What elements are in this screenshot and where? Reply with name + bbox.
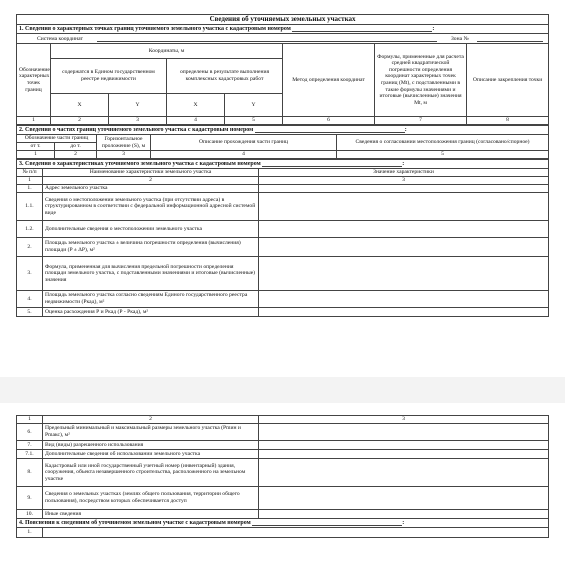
form-page-1	[16, 14, 548, 317]
section-3-title: 3. Сведения о характеристиках уточняемого земельного участка с кадастровым номером :	[17, 160, 549, 169]
col-to: до т.	[55, 143, 97, 151]
row-number: 7.1.	[17, 450, 43, 459]
col-number: 4	[167, 117, 225, 125]
col-registry: содержатся в Едином государственном реестре недвижимости	[51, 59, 167, 94]
row-value[interactable]	[259, 221, 549, 238]
section-1-title: 1. Сведения о характерных точках границ уточняемого земельного участка с кадастровым номером :	[17, 25, 549, 34]
row-number: 8.	[17, 459, 43, 487]
zone-blank[interactable]	[477, 41, 543, 42]
table-row	[17, 459, 549, 487]
col-number: 4	[151, 151, 337, 159]
row-number: 10.	[17, 510, 43, 519]
row-name: Дополнительные сведения о местоположении земельного участка	[43, 221, 259, 238]
row-number: 1.2.	[17, 221, 43, 238]
section-4-title: 4. Пояснения к сведениям об уточняемом земельном участке с кадастровым номером :	[17, 519, 549, 528]
col-value: Значение характеристики	[259, 169, 549, 177]
section-1-table	[16, 14, 549, 125]
row-name: Предельный минимальный и максимальный размеры земельного участка (Pmин и Pmакс), м²	[43, 424, 259, 441]
row-number: 1.	[17, 185, 43, 193]
row-value[interactable]	[259, 487, 549, 510]
col-formulas: Формулы, примененные для расчета средней квадратической погрешности определения координат характерных точек границ (Mt), с подставленными в такие формулы значениями и итоговые (вычисленные) значения Mt, м	[375, 44, 467, 117]
row-number: 1.1.	[17, 193, 43, 221]
coord-system-blank[interactable]	[97, 41, 437, 42]
section-2-title: 2. Сведения о частях границ уточняемого земельного участка с кадастровым номером :	[17, 126, 549, 135]
cadastral-number-blank[interactable]	[292, 26, 432, 32]
table-row	[17, 193, 549, 221]
table-row	[17, 185, 549, 193]
col-number: 1	[17, 416, 43, 424]
table-row	[17, 450, 549, 459]
col-from: от т.	[17, 143, 55, 151]
row-value[interactable]	[259, 441, 549, 450]
row-number: 9.	[17, 487, 43, 510]
row-name: Сведения о местоположении земельного участка (при отсутствии адреса) в структурированном в соответствии с федеральной информационной адресной системой виде	[43, 193, 259, 221]
col-method: Метод определения координат	[283, 44, 375, 117]
row-value[interactable]	[259, 459, 549, 487]
zone-label: Зона №	[451, 35, 469, 42]
col-agreement: Сведения о согласовании местоположения границ (согласовано/спорное)	[337, 135, 549, 151]
col-part-designation: Обозначение части границ	[17, 135, 97, 143]
col-coords: Координаты, м	[51, 44, 283, 59]
row-value[interactable]	[259, 424, 549, 441]
row-value[interactable]	[259, 185, 549, 193]
row-name: Оценка расхождения Р и Ркад (Р - Ркад), м²	[43, 308, 259, 317]
row-number: 3.	[17, 257, 43, 291]
row-number: 1.	[17, 528, 43, 538]
col-number: 7	[375, 117, 467, 125]
row-name: Иные сведения	[43, 510, 259, 519]
col-number: 2	[43, 177, 259, 185]
table-row	[17, 221, 549, 238]
table-row	[17, 257, 549, 291]
row-name: Площадь земельного участка согласно сведениям Единого государственного реестра недвижимости (Ркад), м²	[43, 291, 259, 308]
row-name: Кадастровый или иной государственный учетный номер (инвентарный) здания, сооружения, объекта незавершенного строительства, расположенного на земельном участке	[43, 459, 259, 487]
row-value[interactable]	[259, 291, 549, 308]
row-value[interactable]	[259, 450, 549, 459]
table-row	[17, 510, 549, 519]
page-separator	[0, 377, 565, 403]
col-designation: Обозначение характерных точек границ	[17, 44, 51, 117]
table-row	[17, 441, 549, 450]
col-name: Наименование характеристики земельного участка	[43, 169, 259, 177]
col-number: 1	[17, 177, 43, 185]
form-page-2	[16, 415, 548, 538]
col-no: № п/п	[17, 169, 43, 177]
table-row	[17, 308, 549, 317]
row-name: Адрес земельного участка	[43, 185, 259, 193]
col-fixing: Описание закрепления точки	[467, 44, 549, 117]
row-number: 4.	[17, 291, 43, 308]
row-number: 5.	[17, 308, 43, 317]
table-row	[17, 238, 549, 257]
form-title: Сведения об уточняемых земельных участках	[17, 15, 549, 25]
col-number: 5	[337, 151, 549, 159]
col-number: 3	[97, 151, 151, 159]
col-x-registry: X	[51, 94, 109, 117]
row-value[interactable]	[259, 510, 549, 519]
table-row	[17, 424, 549, 441]
col-number: 6	[283, 117, 375, 125]
col-number: 3	[259, 177, 549, 185]
row-name: Площадь земельного участка ± величина погрешности определения (вычисления) площади (P ± ΔP), м²	[43, 238, 259, 257]
col-number: 2	[43, 416, 259, 424]
row-name: Дополнительные сведения об использовании земельного участка	[43, 450, 259, 459]
col-y-works: Y	[225, 94, 283, 117]
row-value[interactable]	[259, 238, 549, 257]
cadastral-number-blank[interactable]	[252, 520, 402, 526]
col-number: 2	[51, 117, 109, 125]
table-row	[17, 528, 549, 538]
col-works: определены в результате выполнения комплексных кадастровых работ	[167, 59, 283, 94]
col-y-registry: Y	[109, 94, 167, 117]
col-number: 1	[17, 117, 51, 125]
cadastral-number-blank[interactable]	[255, 127, 405, 133]
col-number: 3	[259, 416, 549, 424]
col-number: 8	[467, 117, 549, 125]
col-length: Горизонтальное проложение (S), м	[97, 135, 151, 151]
cadastral-number-blank[interactable]	[262, 161, 402, 167]
col-number: 5	[225, 117, 283, 125]
col-number: 3	[109, 117, 167, 125]
table-row	[17, 487, 549, 510]
col-x-works: X	[167, 94, 225, 117]
row-value[interactable]	[259, 193, 549, 221]
row-value[interactable]	[259, 257, 549, 291]
section-3-table	[16, 159, 549, 317]
row-value[interactable]	[43, 528, 549, 538]
section-2-table	[16, 125, 549, 159]
row-number: 7.	[17, 441, 43, 450]
section-3-continued-table	[16, 415, 549, 538]
table-row	[17, 291, 549, 308]
col-number: 1	[17, 151, 55, 159]
row-name: Сведения о земельных участках (землях общего пользования, территории общего пользования), посредством которых обеспечивается доступ	[43, 487, 259, 510]
row-number: 2.	[17, 238, 43, 257]
coord-system-label: Система координат	[37, 35, 83, 42]
row-number: 6.	[17, 424, 43, 441]
coord-system-row	[17, 34, 549, 44]
row-name: Формула, примененная для вычисления предельной погрешности определения площади земельного участка, с подставленными значениями и итоговые (вычисленные) значения	[43, 257, 259, 291]
col-description: Описание прохождения части границ	[151, 135, 337, 151]
row-name: Вид (виды) разрешенного использования	[43, 441, 259, 450]
col-number: 2	[55, 151, 97, 159]
row-value[interactable]	[259, 308, 549, 317]
